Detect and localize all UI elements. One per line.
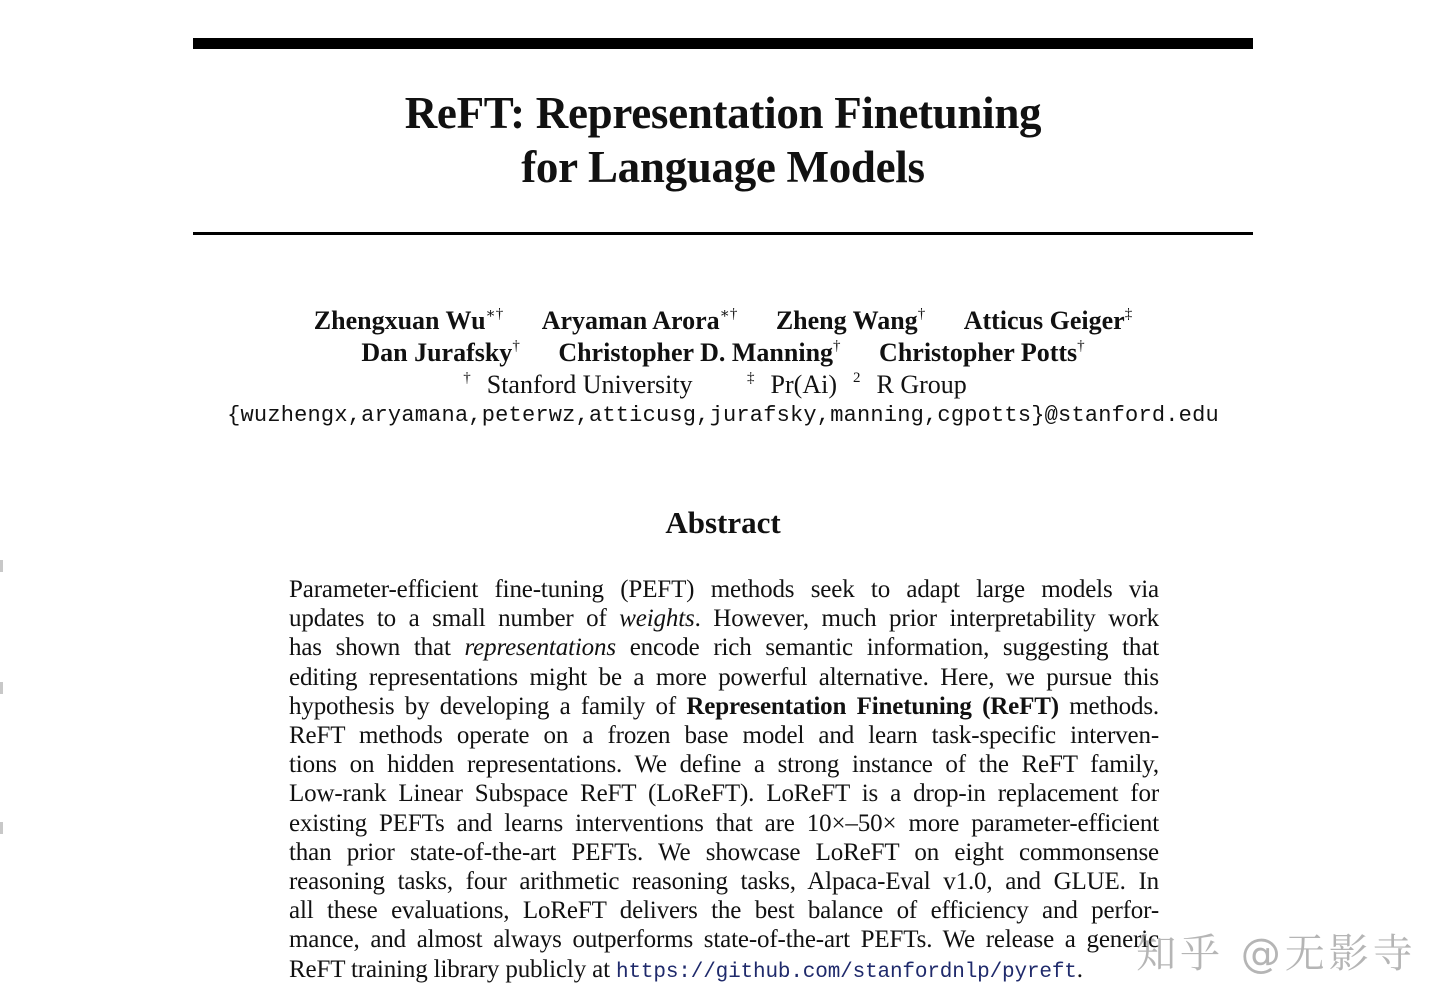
margin-tick — [0, 560, 3, 572]
author: Christopher D. Manning† — [558, 338, 841, 367]
abstract-line: hypothesis by developing a family of Representation Finetuning (ReFT) methods. — [289, 692, 1160, 720]
abstract-line: reasoning tasks, four arithmetic reasoning tasks, Alpaca-Eval v1.0, and GLUE. In — [289, 868, 1159, 896]
zhihu-watermark: 知乎 @无影寺 — [1136, 931, 1417, 977]
margin-tick — [0, 822, 3, 834]
abstract-line: Parameter-efficient fine-tuning (PEFT) methods seek to adapt large models via — [289, 576, 1159, 603]
author: Dan Jurafsky† — [361, 338, 520, 367]
abstract-line: has shown that representations encode rich semantic information, suggesting that — [289, 634, 1159, 662]
abstract-heading: Abstract — [665, 505, 781, 540]
authors-row-2 — [193, 337, 1253, 369]
author: Aryaman Arora∗† — [541, 306, 738, 335]
authors-row-1 — [193, 305, 1253, 337]
pyreft-repo-link[interactable]: https://github.com/stanfordnlp/pyreft — [616, 960, 1077, 984]
abstract-line: existing PEFTs and learns interventions that are 10×–50× more parameter-efficient — [289, 809, 1159, 837]
author: Zhengxuan Wu∗† — [313, 306, 504, 335]
author: Zheng Wang† — [775, 306, 926, 335]
author: Christopher Potts† — [879, 338, 1085, 367]
abstract-line: than prior state-of-the-art PEFTs. We showcase LoReFT on eight commonsense — [289, 838, 1159, 866]
author-block — [193, 305, 1253, 431]
abstract-line: mance, and almost always outperforms state-of-the-art PEFTs. We release a generic — [289, 926, 1159, 954]
abstract-line: ReFT training library publicly at https://github.com/stanfordnlp/pyreft. — [289, 955, 1083, 984]
abstract-line: ReFT methods operate on a frozen base model and learn task-specific interven- — [289, 722, 1159, 750]
affiliations — [193, 369, 1253, 401]
affiliation: † Stanford University — [463, 370, 693, 399]
abstract-line: all these evaluations, LoReFT delivers the best balance of efficiency and perfor- — [289, 897, 1159, 925]
abstract-line: updates to a small number of weights. However, much prior interpretability work — [289, 605, 1159, 633]
title-bottom-rule — [193, 232, 1253, 235]
abstract-line: editing representations might be a more powerful alternative. Here, we pursue this — [289, 663, 1159, 691]
paper-title — [193, 86, 1253, 194]
author: Atticus Geiger‡ — [963, 306, 1133, 335]
abstract-body — [289, 575, 1159, 987]
affiliation: ‡ Pr(Ai) $^2$ R Group — [747, 370, 967, 399]
abstract-line: tions on hidden representations. We define a strong instance of the ReFT family, — [289, 751, 1159, 779]
margin-tick — [0, 682, 3, 694]
title-line-2: for Language Models — [521, 142, 925, 192]
title-top-rule — [193, 38, 1253, 49]
author-emails: {wuzhengx,aryamana,peterwz,atticusg,jurafsky,manning,cgpotts}@stanford.edu — [227, 403, 1219, 428]
title-line-1: ReFT: Representation Finetuning — [404, 88, 1042, 138]
abstract-line: Low-rank Linear Subspace ReFT (LoReFT). LoReFT is a drop-in replacement for — [289, 780, 1159, 808]
